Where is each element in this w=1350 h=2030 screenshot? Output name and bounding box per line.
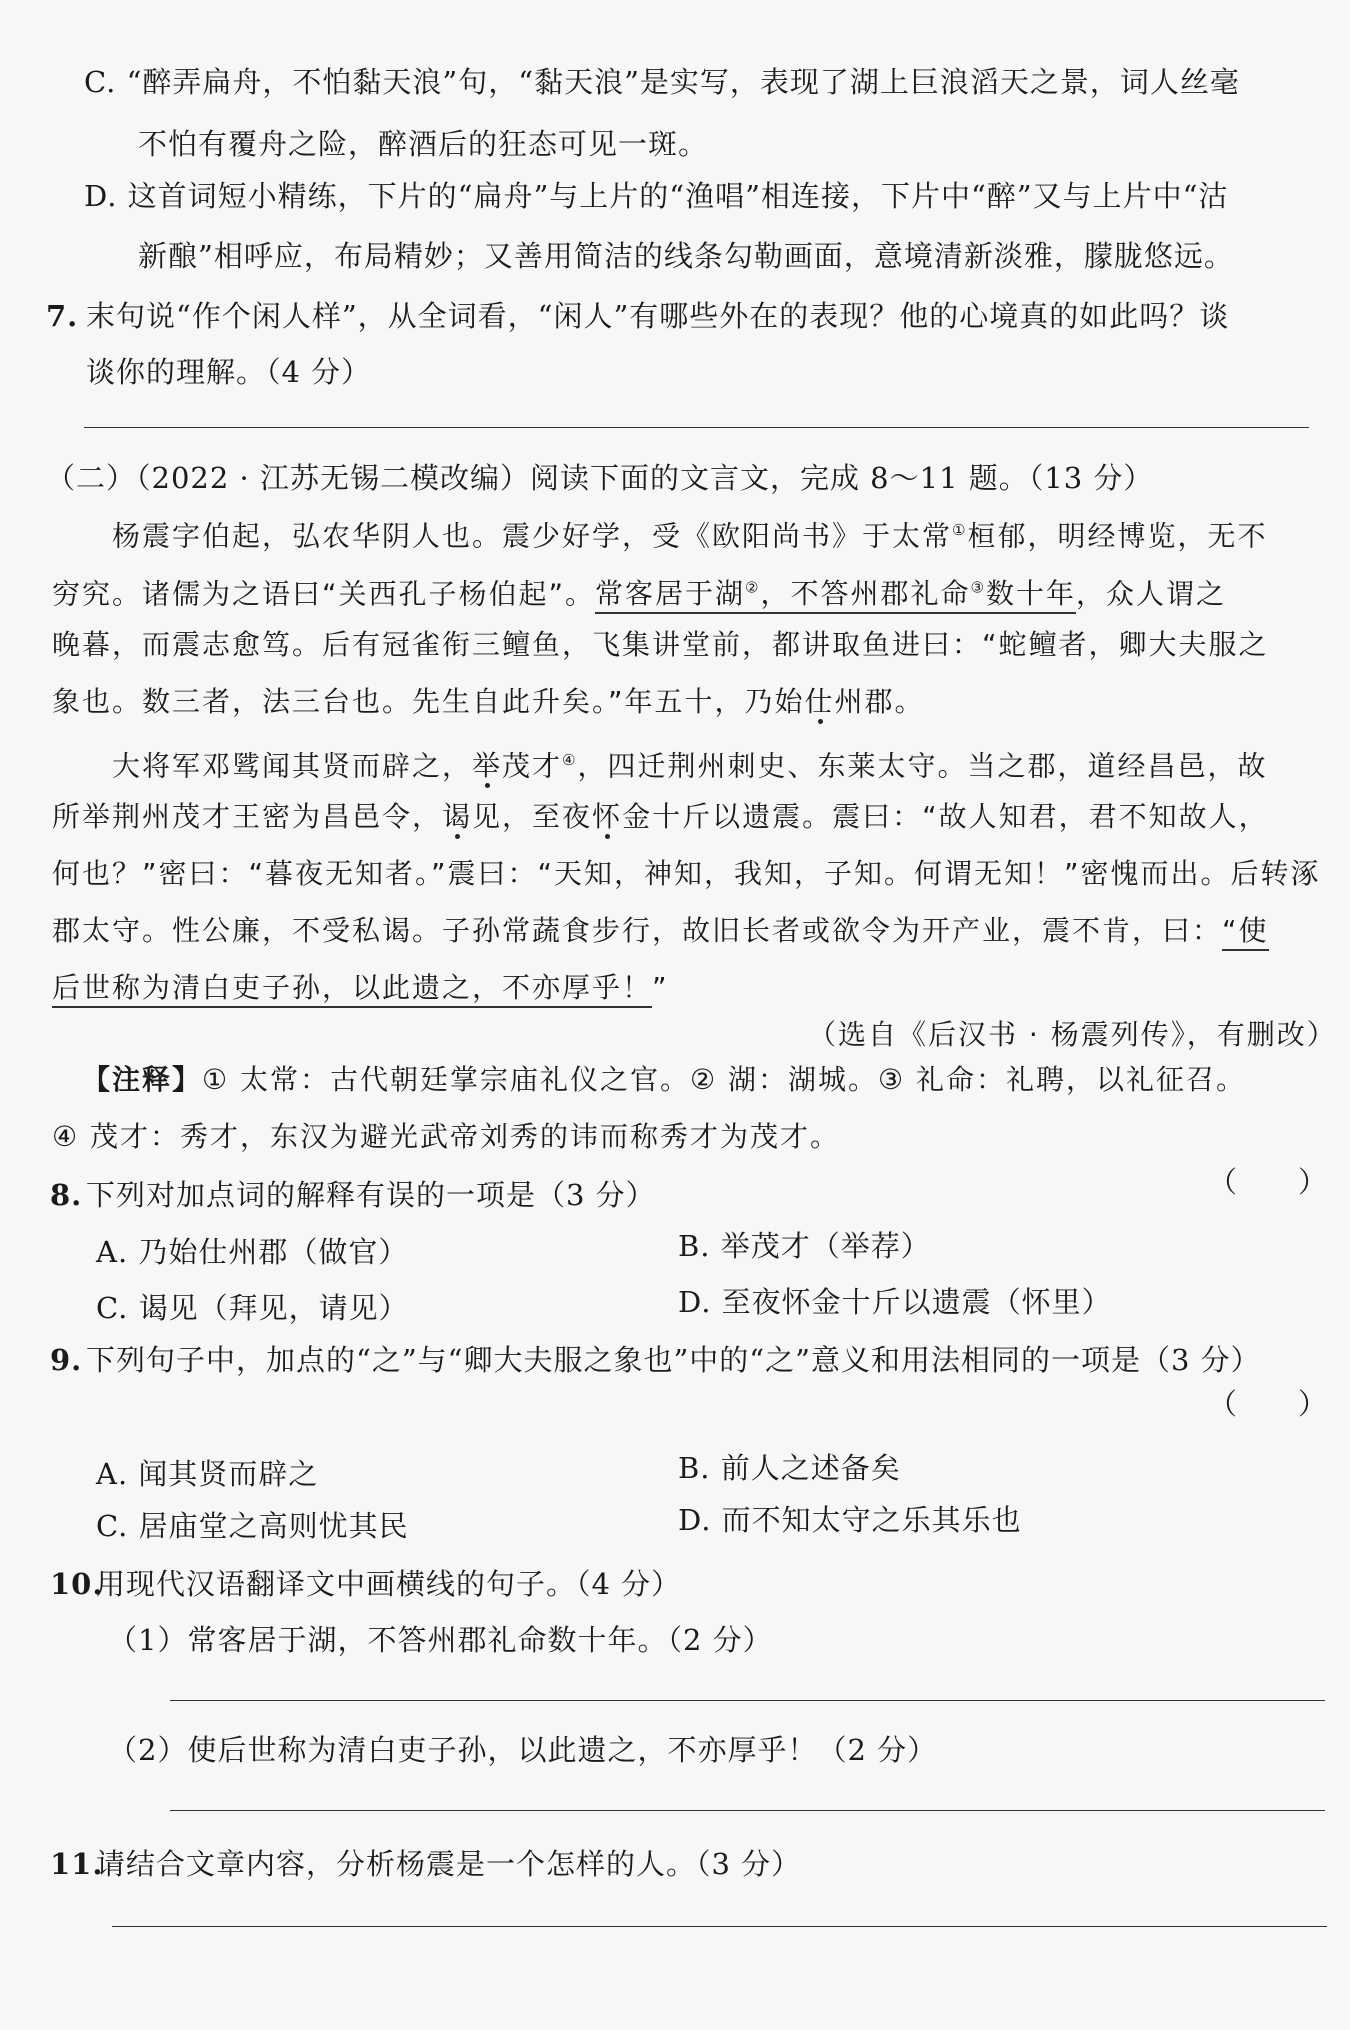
- q7-stem-line1: 末句说“作个闲人样”，从全词看，“闲人”有哪些外在的表现？他的心境真的如此吗？谈: [86, 299, 1230, 333]
- section2-header: （二）（2022 · 江苏无锡二模改编）阅读下面的文言文，完成 8～11 题。（13 分）: [46, 461, 1154, 495]
- underlined-sentence-2-end: 后世称为清白吏子孙，以此遗之，不亦厚乎！: [52, 971, 652, 1008]
- passage-source: （选自《后汉书 · 杨震列传》，有删改）: [808, 1018, 1337, 1051]
- q10-sentence2: （2）使后世称为清白吏子孙，以此遗之，不亦厚乎！（2 分）: [108, 1733, 938, 1767]
- q10-number: 10.: [50, 1567, 104, 1601]
- q6-option-d-line1: D. 这首词短小精练，下片的“扁舟”与上片的“渔唱”相连接，下片中“醉”又与上片中“沽: [84, 179, 1229, 213]
- q10-answer-line1[interactable]: [170, 1700, 1325, 1701]
- underlined-sentence-1: 常客居于湖②，不答州郡礼命③数十年: [595, 577, 1076, 614]
- q8-option-b[interactable]: B. 举茂才（举荐）: [678, 1229, 931, 1263]
- q11-stem: 请结合文章内容，分析杨震是一个怎样的人。（3 分）: [96, 1847, 802, 1881]
- q7-answer-line[interactable]: [84, 427, 1309, 428]
- q8-stem: 下列对加点词的解释有误的一项是（3 分）: [86, 1178, 656, 1212]
- dotted-word-ye: 谒: [442, 800, 473, 833]
- passage-line6: 所举荆州茂才王密为昌邑令，谒见，至夜怀金十斤以遗震。震曰：“故人知君，君不知故人，: [52, 800, 1269, 833]
- q9-number: 9.: [50, 1343, 83, 1377]
- q9-answer-paren[interactable]: （ ）: [1208, 1387, 1329, 1421]
- q7-stem-line2: 谈你的理解。（4 分）: [86, 355, 372, 389]
- q10-sentence1: （1）常客居于湖，不答州郡礼命数十年。（2 分）: [108, 1623, 773, 1657]
- q6-option-d-line2: 新酿”相呼应，布局精妙；又善用简洁的线条勾勒画面，意境清新淡雅，朦胧悠远。: [138, 239, 1234, 273]
- passage-line3: 晚暮，而震志愈笃。后有冠雀衔三鳣鱼，飞集讲堂前，都讲取鱼进曰：“蛇鳣者，卿大夫服之: [52, 628, 1269, 661]
- q10-answer-line2[interactable]: [170, 1810, 1325, 1811]
- q11-number: 11.: [50, 1847, 104, 1881]
- q10-stem: 用现代汉语翻译文中画横线的句子。（4 分）: [96, 1567, 682, 1601]
- dotted-word-huai: 怀: [592, 800, 623, 833]
- q8-number: 8.: [50, 1178, 83, 1212]
- q9-option-b[interactable]: B. 前人之述备矣: [678, 1451, 901, 1485]
- underlined-sentence-2-start: “使: [1222, 914, 1269, 951]
- q8-option-a[interactable]: A. 乃始仕州郡（做官）: [96, 1235, 409, 1269]
- notes-line1: 【注释】① 太常：古代朝廷掌宗庙礼仪之官。② 湖：湖城。③ 礼命：礼聘，以礼征召。: [82, 1063, 1247, 1096]
- q9-option-c[interactable]: C. 居庙堂之高则忧其民: [96, 1509, 409, 1543]
- passage-line8: 郡太守。性公廉，不受私谒。子孙常蔬食步行，故旧长者或欲令为开产业，震不肯，曰：“使: [52, 911, 1269, 951]
- dotted-word-ju: 举: [472, 749, 503, 783]
- notes-label: 【注释】: [82, 1063, 203, 1096]
- passage-line9: 后世称为清白吏子孙，以此遗之，不亦厚乎！”: [52, 968, 669, 1008]
- notes-line2: ④ 茂才：秀才，东汉为避光武帝刘秀的讳而称秀才为茂才。: [52, 1120, 841, 1153]
- q9-option-a[interactable]: A. 闻其贤而辟之: [96, 1457, 319, 1491]
- passage-line7: 何也？”密曰：“暮夜无知者。”震曰：“天知，神知，我知，子知。何谓无知！”密愧而出。后转涿: [52, 857, 1321, 890]
- dotted-word-shi: 仕: [804, 685, 835, 718]
- q6-option-c-line1: C. “醉弄扁舟，不怕黏天浪”句，“黏天浪”是实写，表现了湖上巨浪滔天之景，词人丝毫: [84, 65, 1240, 99]
- passage-line2: 穷究。诸儒为之语曰“关西孔子杨伯起”。常客居于湖②，不答州郡礼命③数十年，众人谓之: [52, 568, 1226, 614]
- q6-option-c-line2: 不怕有覆舟之险，醉酒后的狂态可见一斑。: [138, 127, 709, 161]
- passage-line1: 杨震字伯起，弘农华阴人也。震少好学，受《欧阳尚书》于太常①桓郁，明经博览，无不: [112, 519, 1268, 553]
- q8-option-c[interactable]: C. 谒见（拜见，请见）: [96, 1291, 409, 1325]
- q11-answer-line[interactable]: [112, 1926, 1327, 1927]
- passage-line5: 大将军邓骘闻其贤而辟之，举茂才④，四迁荆州刺史、东莱太守。当之郡，道经昌邑，故: [112, 749, 1268, 783]
- q7-number: 7.: [46, 299, 79, 333]
- q9-stem: 下列句子中，加点的“之”与“卿大夫服之象也”中的“之”意义和用法相同的一项是（3 分）: [86, 1343, 1261, 1377]
- q9-option-d[interactable]: D. 而不知太守之乐其乐也: [678, 1503, 1022, 1537]
- passage-line4: 象也。数三者，法三台也。先生自此升矣。”年五十，乃始仕州郡。: [52, 685, 925, 718]
- q8-answer-paren[interactable]: （ ）: [1208, 1165, 1329, 1199]
- q8-option-d[interactable]: D. 至夜怀金十斤以遗震（怀里）: [678, 1285, 1112, 1319]
